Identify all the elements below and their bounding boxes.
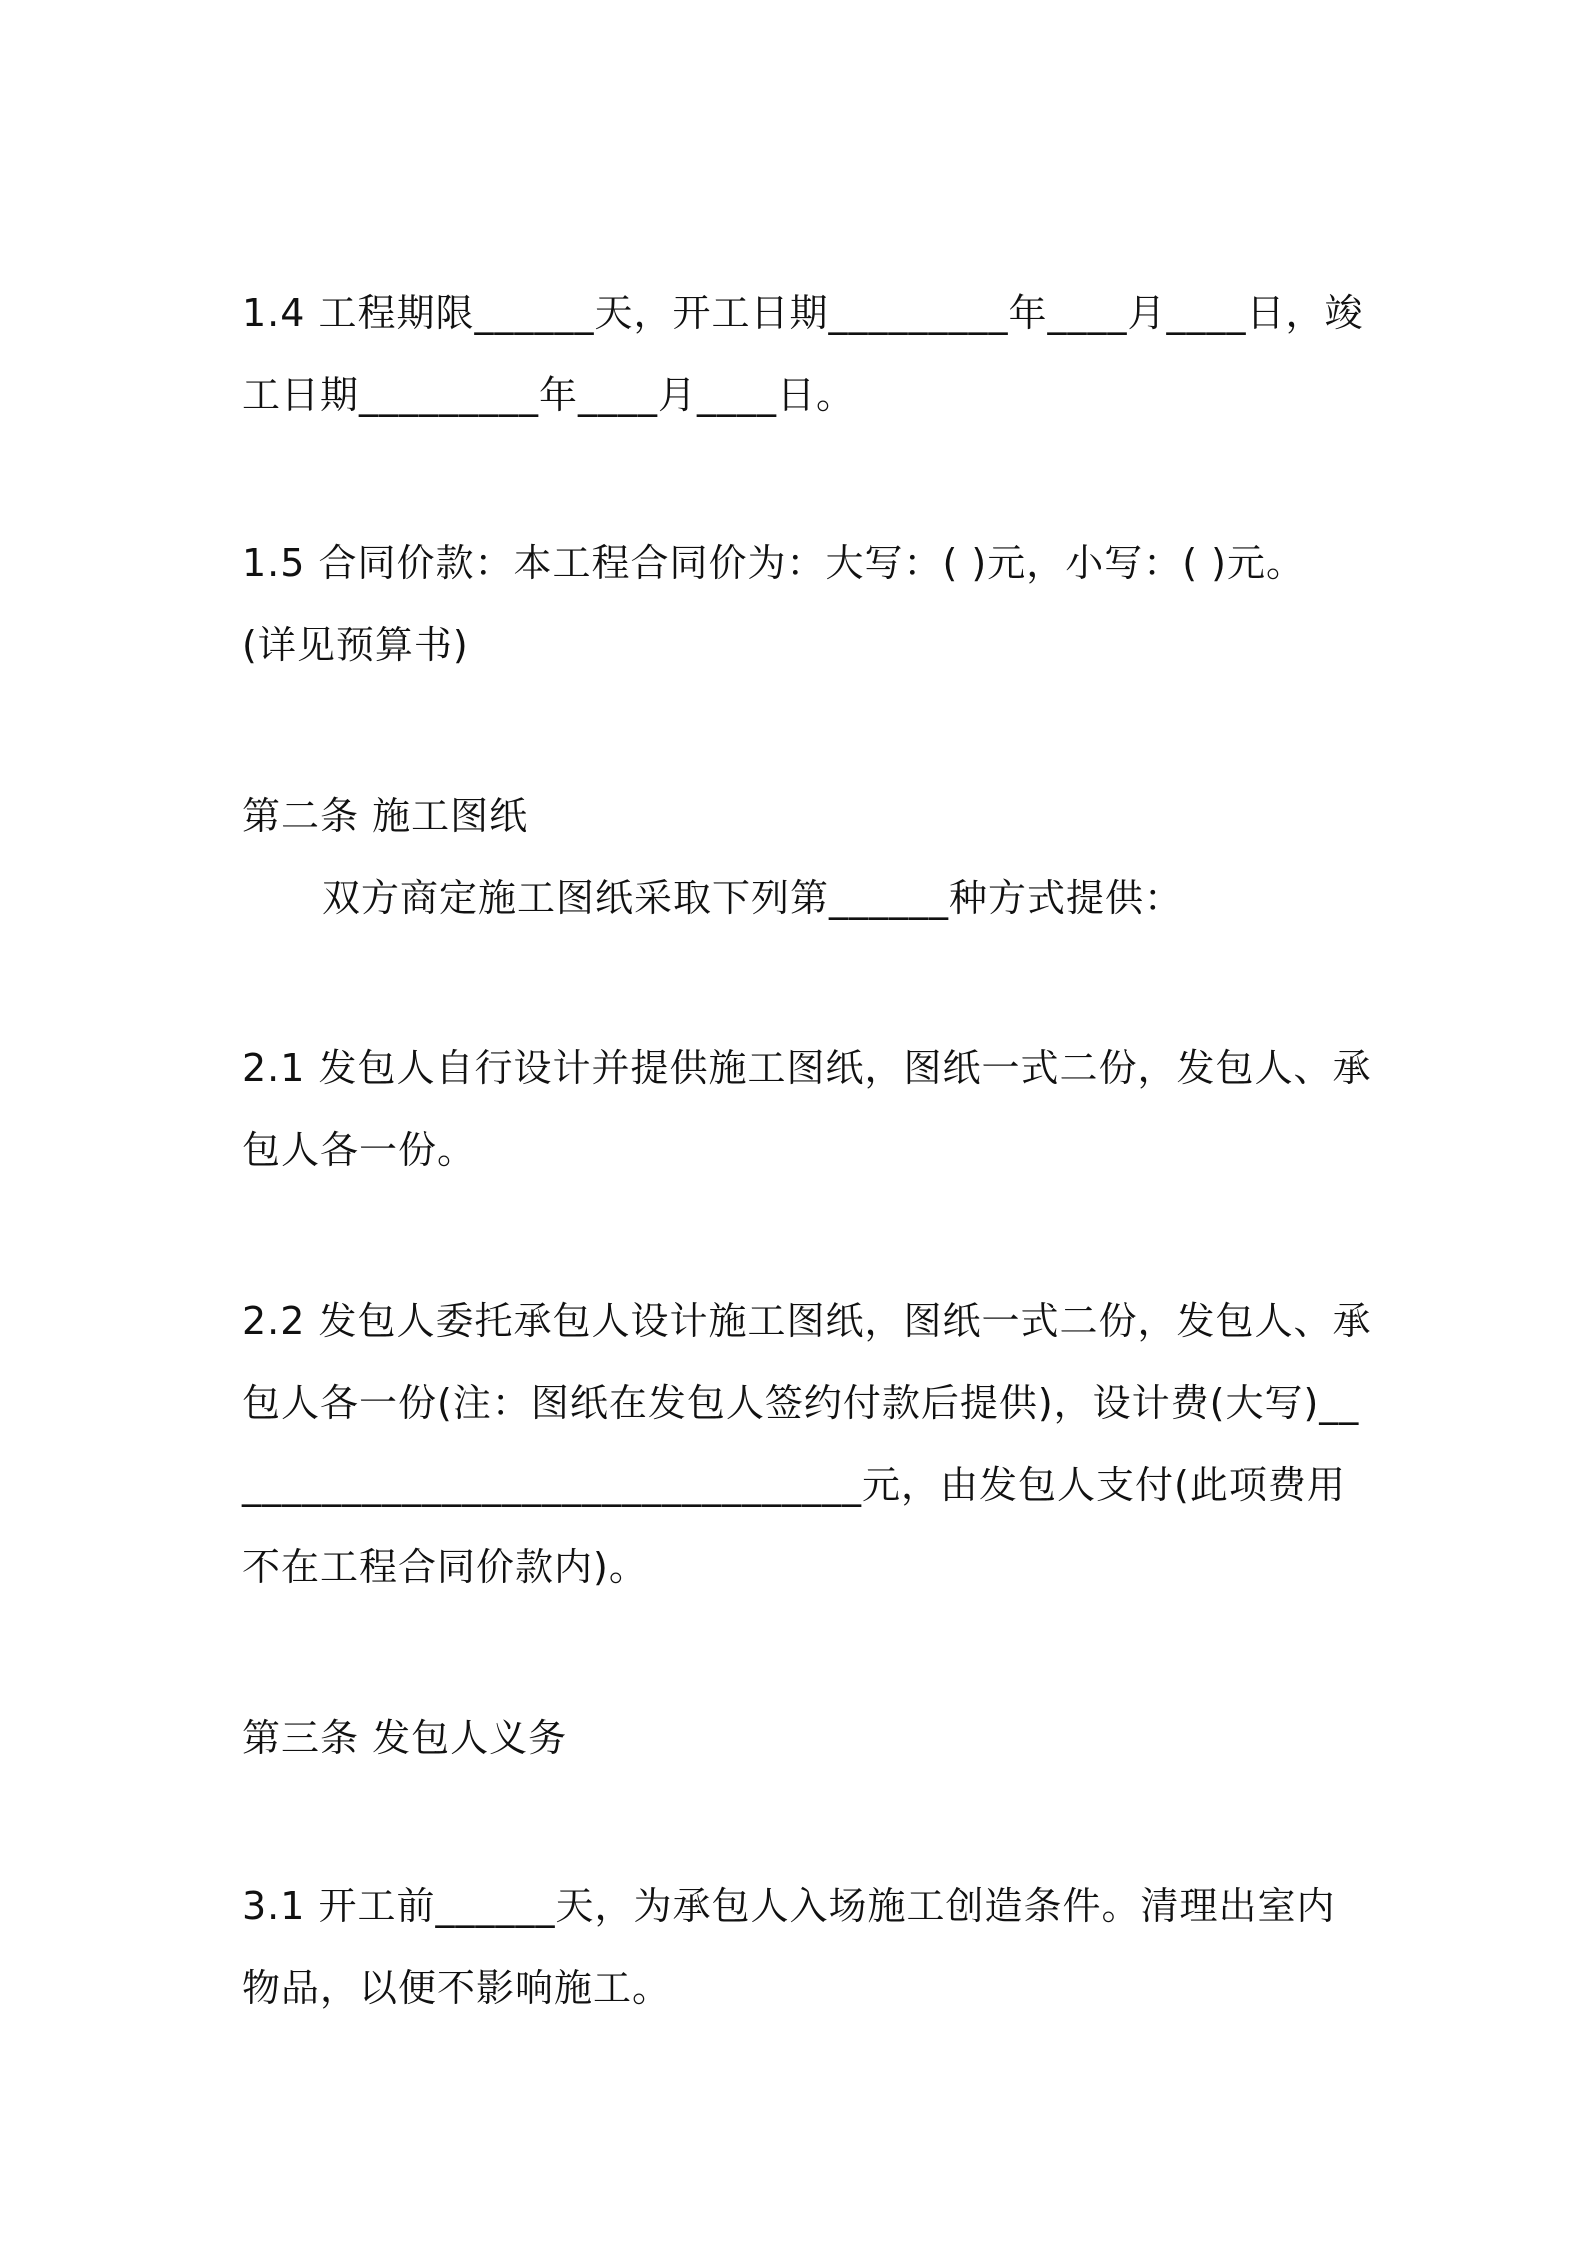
clause-3-1: 3.1 开工前______天，为承包人入场施工创造条件。清理出室内物品，以便不影响施工。	[242, 1884, 1336, 2010]
article-2-heading: 第二条 施工图纸	[242, 794, 529, 838]
article-3-heading: 第三条 发包人义务	[242, 1716, 568, 1760]
clause-1-5: 1.5 合同价款：本工程合同价为：大写：( )元，小写：( )元。 (详见预算书)	[242, 541, 1305, 667]
clause-2-1: 2.1 发包人自行设计并提供施工图纸，图纸一式二份，发包人、承包人各一份。	[242, 1046, 1372, 1172]
clause-2-2: 2.2 发包人委托承包人设计施工图纸，图纸一式二份，发包人、承包人各一份(注：图纸在发包人签约付款后提供)，设计费(大写)_________________________________元，由发包人支付(此项费用不在工程合同价款内)。	[242, 1299, 1372, 1589]
article-2-intro: 双方商定施工图纸采取下列第______种方式提供：	[322, 876, 1184, 920]
clause-1-4: 1.4 工程期限______天，开工日期_________年____月____日，竣工日期_________年____月____日。	[242, 291, 1364, 417]
